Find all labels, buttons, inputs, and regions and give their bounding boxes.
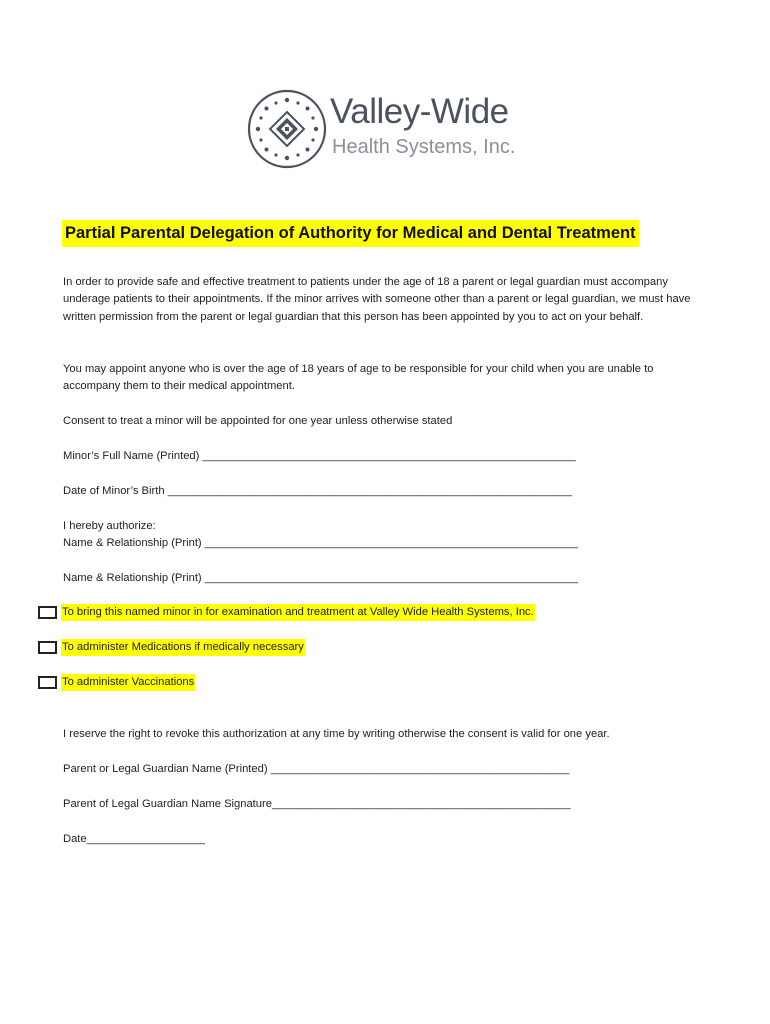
revoke-statement: I reserve the right to revoke this authorization at any time by writing otherwise the consent is valid for one year.: [63, 728, 610, 740]
minor-dob-field[interactable]: Date of Minor’s Birth _________________________________________________________________: [63, 485, 573, 497]
examination-checkbox[interactable]: [38, 606, 57, 619]
option-label: To administer Medications if medically necessary: [61, 639, 305, 656]
option-label: To bring this named minor in for examination and treatment at Valley Wide Health Systems, Inc.: [61, 604, 535, 621]
medications-checkbox[interactable]: [38, 641, 57, 654]
option-label: To administer Vaccinations: [61, 674, 195, 691]
option-medications[interactable]: [38, 637, 305, 657]
guardian-signature-field[interactable]: Parent of Legal Guardian Name Signature________________________________________________: [63, 798, 571, 810]
option-examination[interactable]: [38, 602, 535, 622]
vaccinations-checkbox[interactable]: [38, 676, 57, 689]
guardian-name-field[interactable]: Parent or Legal Guardian Name (Printed) ________________________________________________: [63, 763, 570, 775]
option-vaccinations[interactable]: [38, 672, 195, 692]
authorize-label: I hereby authorize:: [63, 520, 156, 532]
consent-note: Consent to treat a minor will be appointed for one year unless otherwise stated: [63, 415, 453, 427]
relationship-field-1[interactable]: Name & Relationship (Print) ____________________________________________________________: [63, 537, 579, 549]
logo-name: Valley-Wide: [330, 92, 509, 131]
minor-name-field[interactable]: Minor’s Full Name (Printed) ____________________________________________________________: [63, 450, 576, 462]
logo-subtitle: Health Systems, Inc.: [332, 136, 516, 158]
relationship-field-2[interactable]: Name & Relationship (Print) ____________________________________________________________: [63, 572, 579, 584]
logo: [246, 88, 536, 170]
valley-wide-emblem-icon: [246, 88, 328, 170]
date-field[interactable]: Date___________________: [63, 833, 205, 845]
appoint-paragraph: You may appoint anyone who is over the age of 18 years of age to be responsible for your child when you are unable to accompany them to their medical appointment.: [63, 363, 654, 393]
intro-paragraph: In order to provide safe and effective treatment to patients under the age of 18 a parent or legal guardian must accompany underage patients to their appointments. If the minor arrives with someone other than a parent or legal guardian, we must have written permission from the parent or legal guardian that this person has been appointed by you to act on your behalf.: [63, 276, 691, 323]
document-title: Partial Parental Delegation of Authority for Medical and Dental Treatment: [62, 220, 639, 247]
